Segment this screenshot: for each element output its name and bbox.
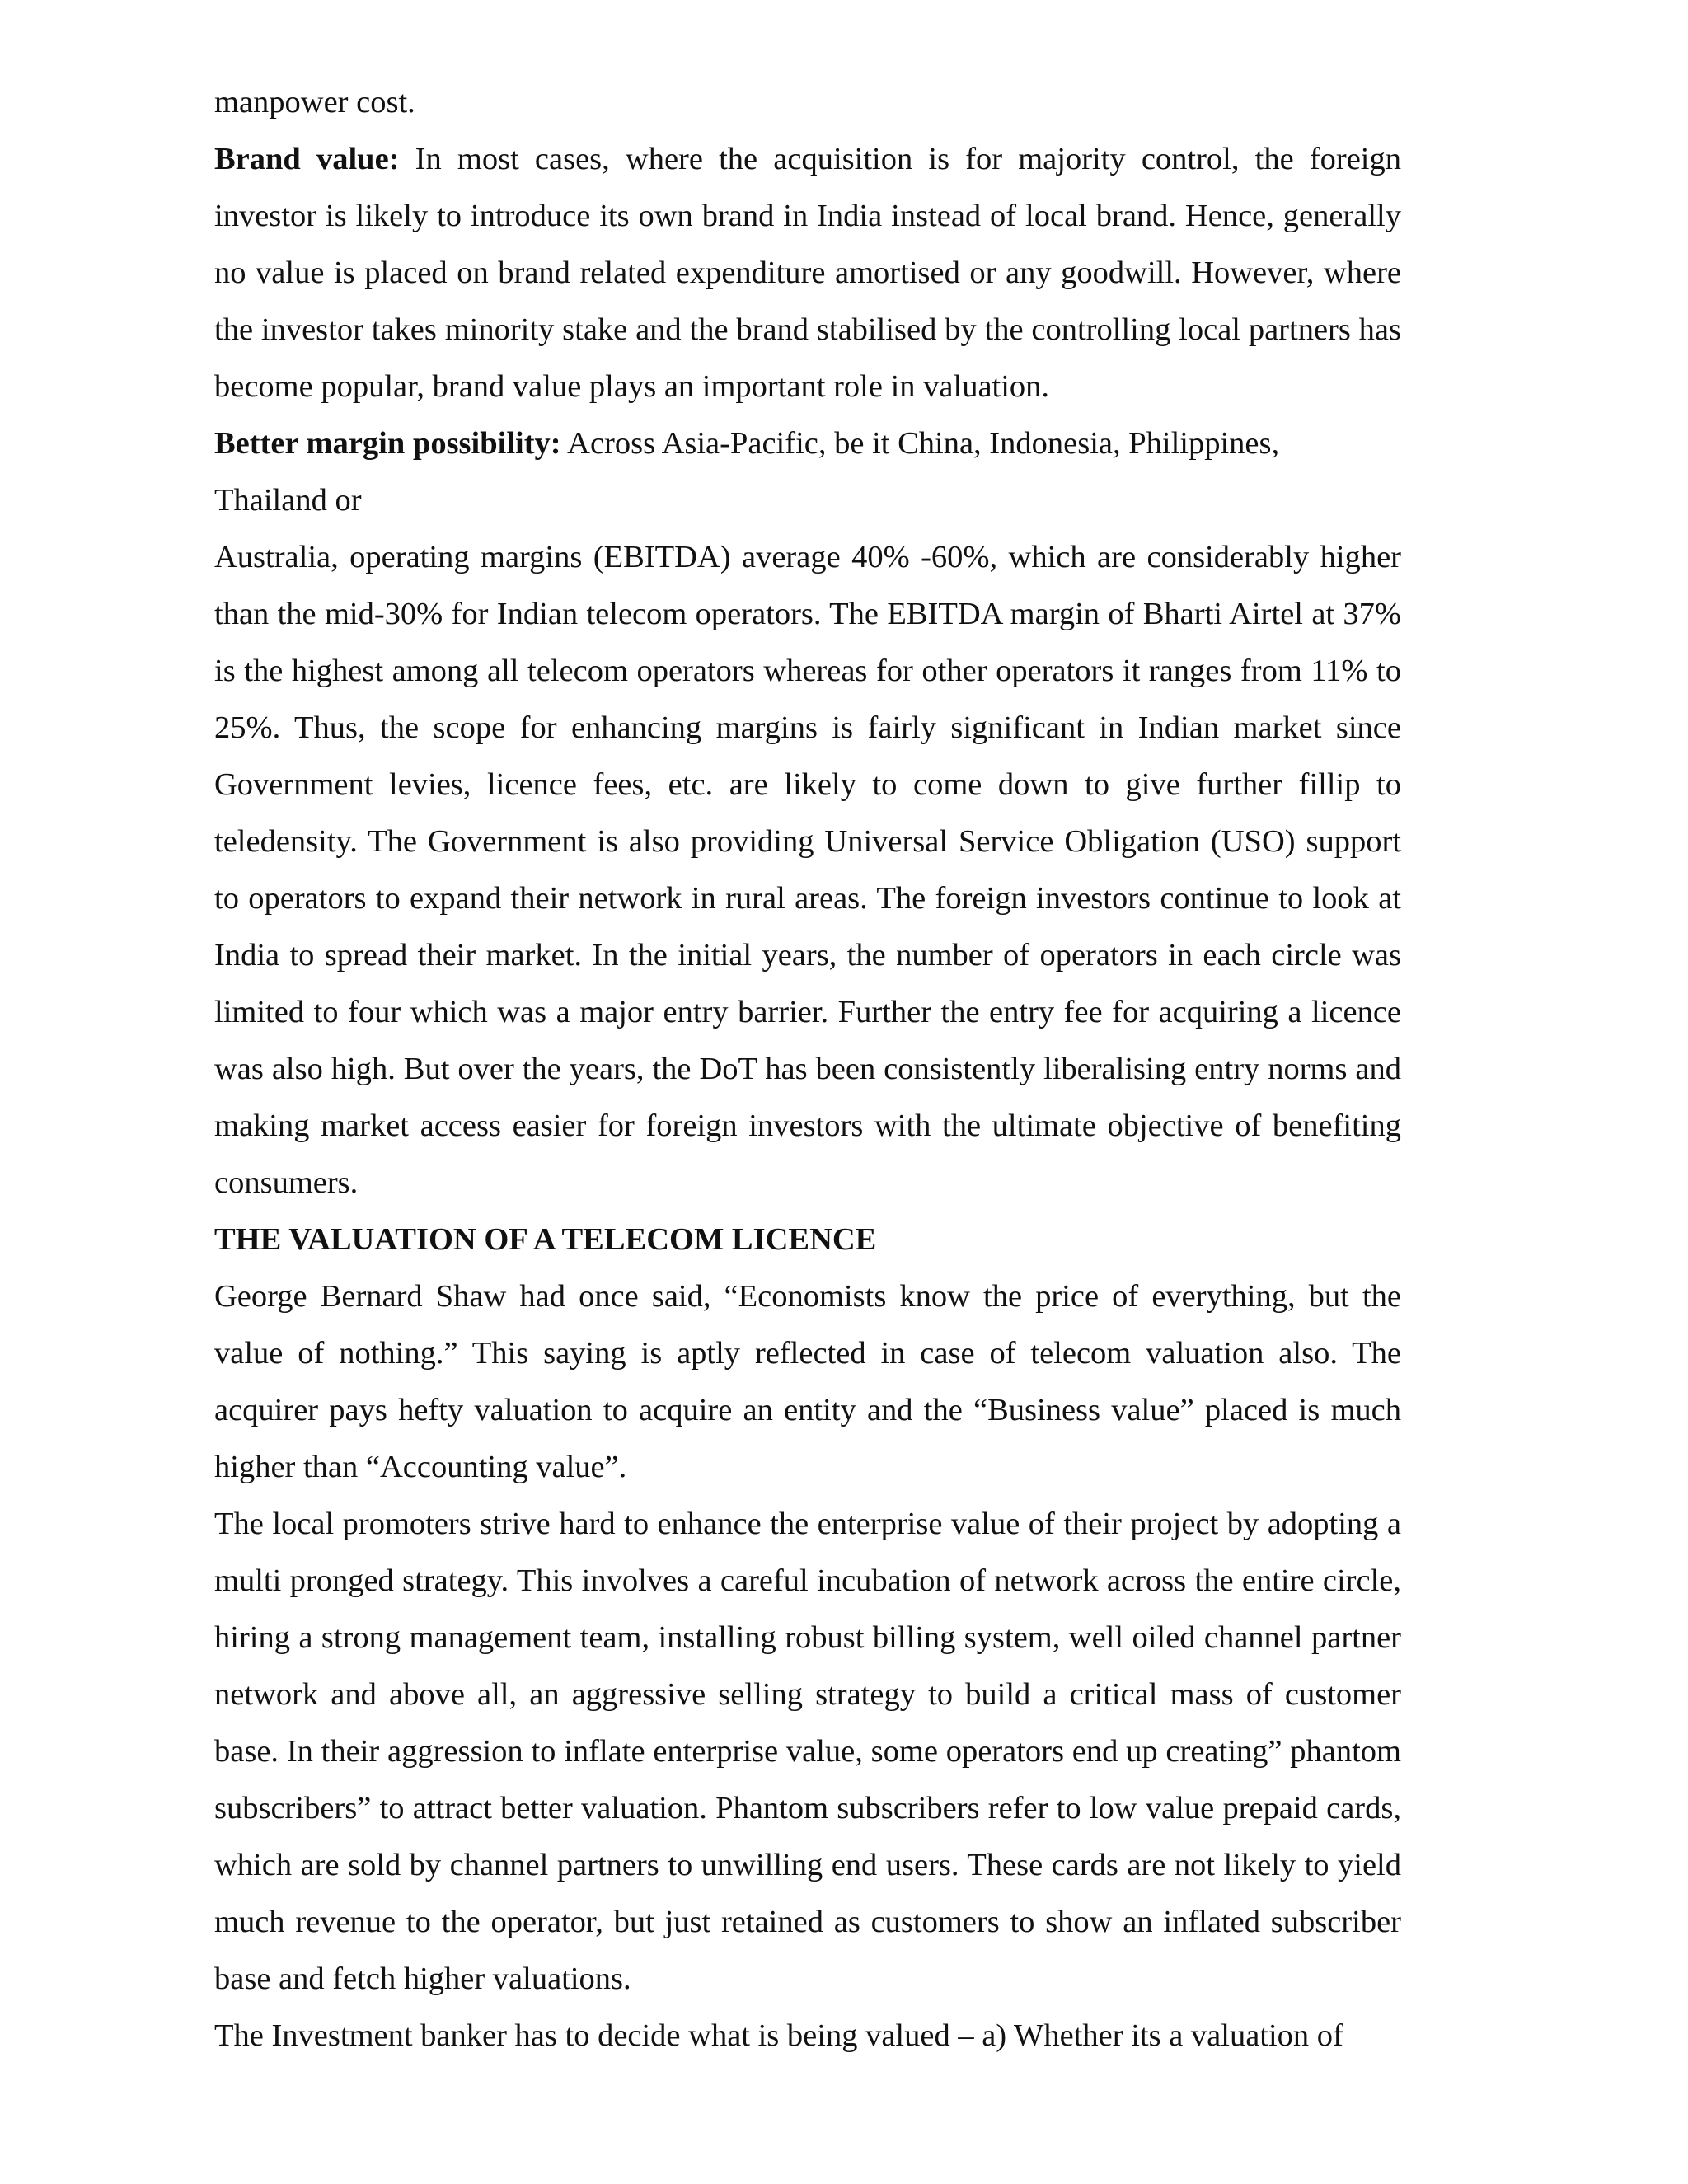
section-heading: THE VALUATION OF A TELECOM LICENCE <box>214 1222 877 1257</box>
better-margin-text-line2: Thailand or <box>214 483 362 518</box>
paragraph-better-margin-continuation <box>214 529 1401 1212</box>
paragraph-banker <box>214 2008 1401 2064</box>
paragraph-fragment-top <box>214 74 1401 131</box>
paragraph-shaw-text: George Bernard Shaw had once said, “Economists know the price of everything, but the value of nothing.” This saying is aptly reflected in case of telecom valuation also. The acquirer pays hefty valuation to acquire an entity and the “Business value” placed is much higher than “Accounting value”. <box>214 1279 1401 1484</box>
paragraph-promoters <box>214 1496 1401 2008</box>
paragraph-promoters-text: The local promoters strive hard to enhance the enterprise value of their project by adopting a multi pronged strategy. This involves a careful incubation of network across the entire circle, hiring a strong management team, installing robust billing system, well oiled channel partner network and above all, an aggressive selling strategy to build a critical mass of customer base. In their aggression to inflate enterprise value, some operators end up creating” phantom subscribers” to attract better valuation. Phantom subscribers refer to low value prepaid cards, which are sold by channel partners to unwilling end users. These cards are not likely to yield much revenue to the operator, but just retained as customers to show an inflated subscriber base and fetch higher valuations. <box>214 1507 1401 1996</box>
paragraph-better-margin <box>214 415 1401 472</box>
paragraph-better-margin-line2 <box>214 472 1401 529</box>
paragraph-shaw <box>214 1268 1401 1496</box>
brand-value-label: Brand value: <box>214 142 400 176</box>
paragraph-banker-text: The Investment banker has to decide what is being valued – a) Whether its a valuation of <box>214 2018 1343 2053</box>
better-margin-continuation-text: Australia, operating margins (EBITDA) average 40% -60%, which are considerably higher than the mid-30% for Indian telecom operators. The EBITDA margin of Bharti Airtel at 37% is the highest among all telecom operators whereas for other operators it ranges from 11% to 25%. Thus, the scope for enhancing margins is fairly significant in Indian market since Government levies, licence fees, etc. are likely to come down to give further fillip to teledensity. The Government is also providing Universal Service Obligation (USO) support to operators to expand their network in rural areas. The foreign investors continue to look at India to spread their market. In the initial years, the number of operators in each circle was limited to four which was a major entry barrier. Further the entry fee for acquiring a licence was also high. But over the years, the DoT has been consistently liberalising entry norms and making market access easier for foreign investors with the ultimate objective of benefiting consumers. <box>214 540 1401 1200</box>
better-margin-text: Across Asia-Pacific, be it China, Indonesia, Philippines, <box>567 426 1280 461</box>
brand-value-text: In most cases, where the acquisition is for majority control, the foreign investor is likely to introduce its own brand in India instead of local brand. Hence, generally no value is placed on brand related expenditure amortised or any goodwill. However, where the investor takes minority stake and the brand stabilised by the controlling local partners has become popular, brand value plays an important role in valuation. <box>214 142 1402 404</box>
document-body <box>214 74 1401 2064</box>
fragment-top-text: manpower cost. <box>214 85 415 120</box>
better-margin-label: Better margin possibility: <box>214 426 561 461</box>
paragraph-brand-value <box>214 131 1401 415</box>
